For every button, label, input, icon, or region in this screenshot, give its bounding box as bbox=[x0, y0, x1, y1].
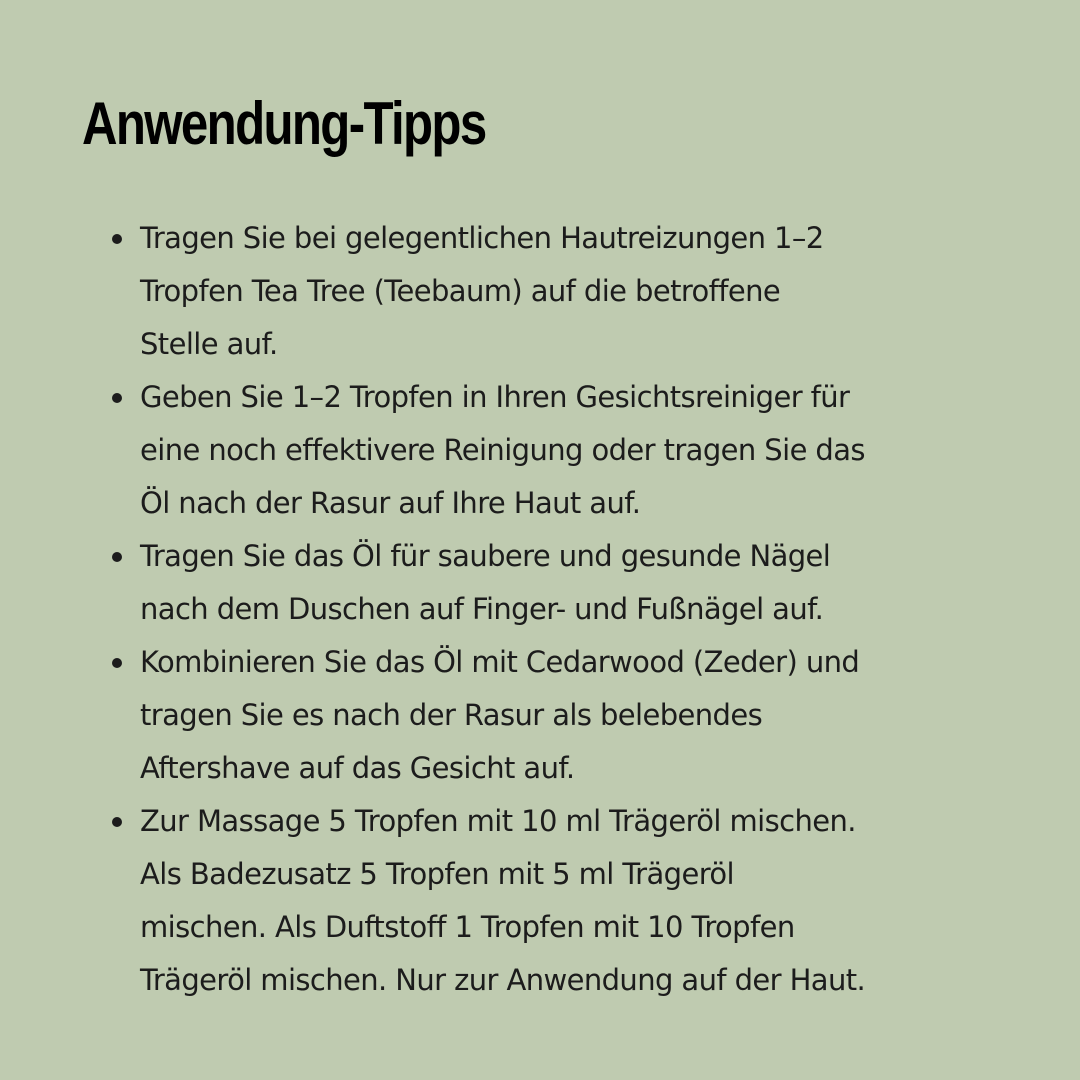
page-title: Anwendung-Tipps bbox=[82, 90, 486, 157]
list-item bbox=[140, 212, 1010, 371]
list-item-line: tragen Sie es nach der Rasur als belebendes bbox=[140, 698, 763, 732]
bullet-icon bbox=[112, 393, 122, 403]
list-item-line: Tropfen Tea Tree (Teebaum) auf die betroffene bbox=[140, 274, 781, 308]
list-item bbox=[140, 530, 1010, 636]
list-item-line: Öl nach der Rasur auf Ihre Haut auf. bbox=[140, 486, 641, 520]
bullet-icon bbox=[112, 552, 122, 562]
bullet-icon bbox=[112, 658, 122, 668]
list-item-line: Trägeröl mischen. Nur zur Anwendung auf der Haut. bbox=[140, 963, 866, 997]
list-item-line: eine noch effektivere Reinigung oder tragen Sie das bbox=[140, 433, 865, 467]
bullet-icon bbox=[112, 234, 122, 244]
list-item-line: Geben Sie 1–2 Tropfen in Ihren Gesichtsreiniger für bbox=[140, 380, 850, 414]
list-item-line: Tragen Sie bei gelegentlichen Hautreizungen 1–2 bbox=[140, 221, 824, 255]
list-item bbox=[140, 371, 1010, 530]
list-item-line: Zur Massage 5 Tropfen mit 10 ml Trägeröl mischen. bbox=[140, 804, 856, 838]
list-item-line: Tragen Sie das Öl für saubere und gesunde Nägel bbox=[140, 539, 831, 573]
list-item-line: mischen. Als Duftstoff 1 Tropfen mit 10 Tropfen bbox=[140, 910, 795, 944]
list-item-line: Als Badezusatz 5 Tropfen mit 5 ml Trägeröl bbox=[140, 857, 735, 891]
bullet-icon bbox=[112, 817, 122, 827]
list-item-line: Kombinieren Sie das Öl mit Cedarwood (Zeder) und bbox=[140, 645, 860, 679]
list-item-line: nach dem Duschen auf Finger- und Fußnägel auf. bbox=[140, 592, 824, 626]
list-item-line: Aftershave auf das Gesicht auf. bbox=[140, 751, 575, 785]
list-item-line: Stelle auf. bbox=[140, 327, 278, 361]
list-item bbox=[140, 636, 1010, 795]
tips-list bbox=[140, 212, 1010, 1007]
list-item bbox=[140, 795, 1010, 1007]
